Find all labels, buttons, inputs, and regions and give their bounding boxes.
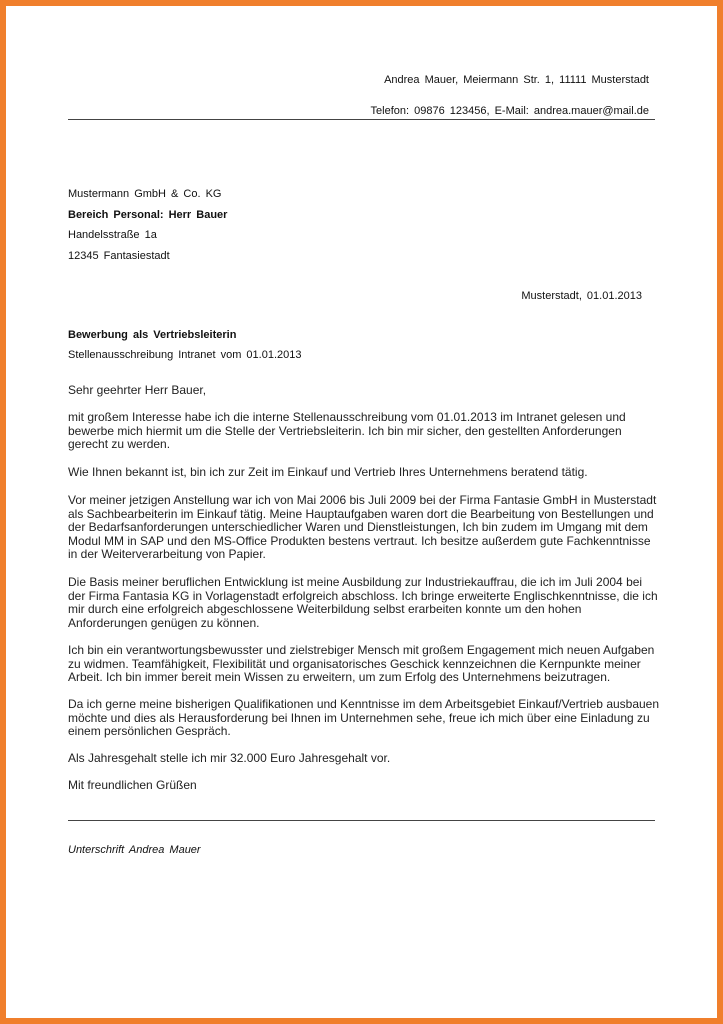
paragraph-line: einem persönlichen Gespräch.: [68, 724, 231, 739]
signature-line: Unterschrift Andrea Mauer: [68, 844, 201, 856]
paragraph-line: als Sachbearbeiterin im Einkauf tätig. Meine Hauptaufgaben waren dort die Bearbeitung von Bestellungen und: [68, 506, 654, 521]
paragraph-line: der Firma Fantasia KG in Vorlagenstadt erfolgreich abschloss. Ich bringe erweiterte Englischkenntnisse, die ich: [68, 588, 658, 603]
paragraph-line: bewerbe mich hiermit um die Stelle der Vertriebsleiterin. Ich bin mir sicher, den gestellten Anforderungen: [68, 423, 622, 438]
paragraph: [68, 576, 668, 630]
recipient-company: Mustermann GmbH & Co. KG: [68, 188, 222, 200]
paragraph: [68, 752, 668, 766]
paragraph: [68, 698, 668, 739]
paragraph-line: in der Weiterverarbeitung von Papier.: [68, 547, 266, 562]
paragraph-line: Modul MM in SAP und den MS-Office Produkten bestens vertraut. Ich besitze außerdem gute Fachkenntnisse: [68, 533, 651, 548]
paragraph: [68, 411, 668, 452]
header-divider: [68, 119, 655, 120]
recipient-department: Bereich Personal: Herr Bauer: [68, 208, 228, 221]
paragraph-line: Wie Ihnen bekannt ist, bin ich zur Zeit im Einkauf und Vertrieb Ihres Unternehmens beratend tätig.: [68, 465, 588, 479]
sender-contact: Telefon: 09876 123456, E-Mail: andrea.mauer@mail.de: [370, 105, 649, 117]
paragraph-line: möchte und dies als Herausforderung bei Ihnen im Unternehmen sehe, freue ich mich über eine Einladung zu: [68, 710, 650, 725]
paragraph-line: Ich bin ein verantwortungsbewusster und zielstrebiger Mensch mit großem Engagement mich neuen Aufgaben: [68, 643, 655, 657]
sender-address: Andrea Mauer, Meiermann Str. 1, 11111 Musterstadt: [384, 74, 649, 86]
paragraph-line: Anforderungen genügen zu können.: [68, 615, 260, 630]
signature-divider: [68, 820, 655, 821]
paragraph-line: Vor meiner jetzigen Anstellung war ich von Mai 2006 bis Juli 2009 bei der Firma Fantasie GmbH in Musterstadt: [68, 493, 657, 507]
salutation: Sehr geehrter Herr Bauer,: [68, 383, 207, 397]
letter-date: Musterstadt, 01.01.2013: [521, 290, 642, 302]
paragraph-line: Da ich gerne meine bisherigen Qualifikationen und Kenntnisse im dem Arbeitsgebiet Einkauf/Vertrieb ausbauen: [68, 697, 660, 711]
paragraph: [68, 644, 668, 685]
paragraph-line: Als Jahresgehalt stelle ich mir 32.000 Euro Jahresgehalt vor.: [68, 751, 391, 765]
paragraph: [68, 466, 668, 480]
recipient-street: Handelsstraße 1a: [68, 229, 157, 241]
paragraph-line: Die Basis meiner beruflichen Entwicklung ist meine Ausbildung zur Industriekauffrau, die ich im Juli 2004 bei: [68, 575, 643, 589]
paragraph: [68, 494, 668, 562]
paragraph-line: der Bedarfsanforderungen unterschiedlicher Waren und Dienstleistungen, Ich bin zudem im Umgang mit dem: [68, 520, 648, 535]
reference-line: Stellenausschreibung Intranet vom 01.01.2013: [68, 349, 302, 361]
subject-line: Bewerbung als Vertriebsleiterin: [68, 329, 237, 341]
paragraph-line: Arbeit. Ich bin immer bereit mein Wissen zu erweitern, um zum Erfolg des Unternehmens beizutragen.: [68, 670, 611, 685]
paragraph-line: mit großem Interesse habe ich die interne Stellenausschreibung vom 01.01.2013 im Intranet gelesen und: [68, 410, 626, 424]
recipient-city: 12345 Fantasiestadt: [68, 249, 170, 262]
recipient-block: [68, 188, 227, 270]
paragraph-line: zu widmen. Teamfähigkeit, Flexibilität und organisatorisches Geschick kennzeichnen die Kernpunkte meiner: [68, 656, 641, 671]
closing: Mit freundlichen Grüßen: [68, 778, 197, 792]
paragraph-line: gerecht zu werden.: [68, 437, 171, 452]
paragraph-line: mir durch eine erfolgreich abgeschlossene Weiterbildung selbst erarbeiten konnte um den hohen: [68, 602, 582, 617]
